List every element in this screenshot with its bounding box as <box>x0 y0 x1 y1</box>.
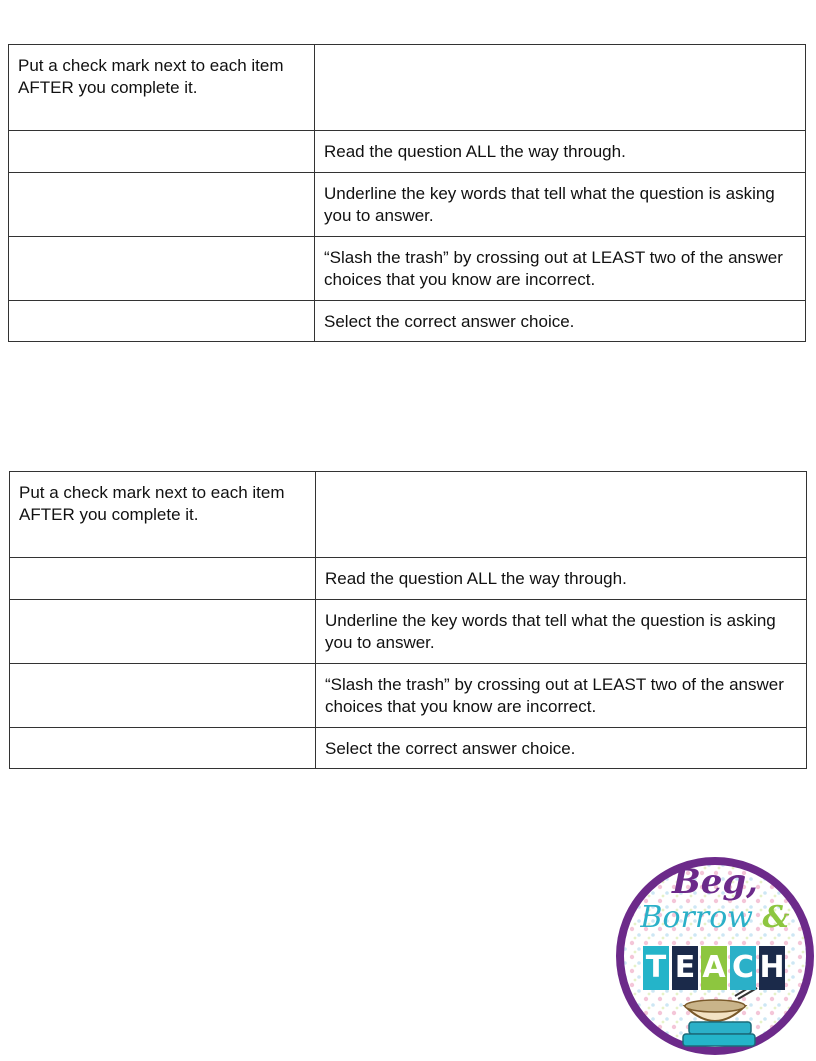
check-cell[interactable] <box>10 664 316 728</box>
check-cell[interactable] <box>10 558 316 600</box>
step-text: Select the correct answer choice. <box>316 728 807 769</box>
table-row <box>10 664 807 728</box>
logo-line-beg: Beg, <box>672 862 758 902</box>
step-text: “Slash the trash” by crossing out at LEAST two of the answer choices that you know are incorrect. <box>315 237 806 301</box>
table-header-row <box>9 45 806 131</box>
step-text: “Slash the trash” by crossing out at LEAST two of the answer choices that you know are incorrect. <box>316 664 807 728</box>
header-blank-cell <box>316 472 807 558</box>
logo-ampersand: & <box>762 900 790 935</box>
logo-line-borrow <box>615 900 815 935</box>
logo-borrow-text: Borrow <box>640 900 753 935</box>
logo-teach-letter: C <box>730 946 756 990</box>
table-row <box>9 131 806 173</box>
logo-teach-letter: A <box>701 946 727 990</box>
table-row <box>10 600 807 664</box>
logo-teach-letter: H <box>759 946 785 990</box>
check-cell[interactable] <box>9 173 315 237</box>
table-row <box>9 237 806 301</box>
check-cell[interactable] <box>10 728 316 769</box>
checklist-table-1 <box>8 44 806 342</box>
instruction-cell: Put a check mark next to each item AFTER you complete it. <box>10 472 316 558</box>
table-header-row <box>10 472 807 558</box>
header-blank-cell <box>315 45 806 131</box>
checklist-table-2 <box>9 471 807 769</box>
beg-borrow-teach-logo <box>615 856 815 1056</box>
table-row <box>9 301 806 342</box>
check-cell[interactable] <box>9 237 315 301</box>
logo-teach-letter: T <box>643 946 669 990</box>
step-text: Underline the key words that tell what the question is asking you to answer. <box>315 173 806 237</box>
step-text: Select the correct answer choice. <box>315 301 806 342</box>
table-row <box>9 173 806 237</box>
step-text: Read the question ALL the way through. <box>316 558 807 600</box>
logo-teach-letters <box>643 946 785 990</box>
logo-teach-letter: E <box>672 946 698 990</box>
table-row <box>10 558 807 600</box>
step-text: Read the question ALL the way through. <box>315 131 806 173</box>
step-text: Underline the key words that tell what the question is asking you to answer. <box>316 600 807 664</box>
instruction-cell: Put a check mark next to each item AFTER you complete it. <box>9 45 315 131</box>
check-cell[interactable] <box>9 301 315 342</box>
check-cell[interactable] <box>9 131 315 173</box>
table-row <box>10 728 807 769</box>
check-cell[interactable] <box>10 600 316 664</box>
